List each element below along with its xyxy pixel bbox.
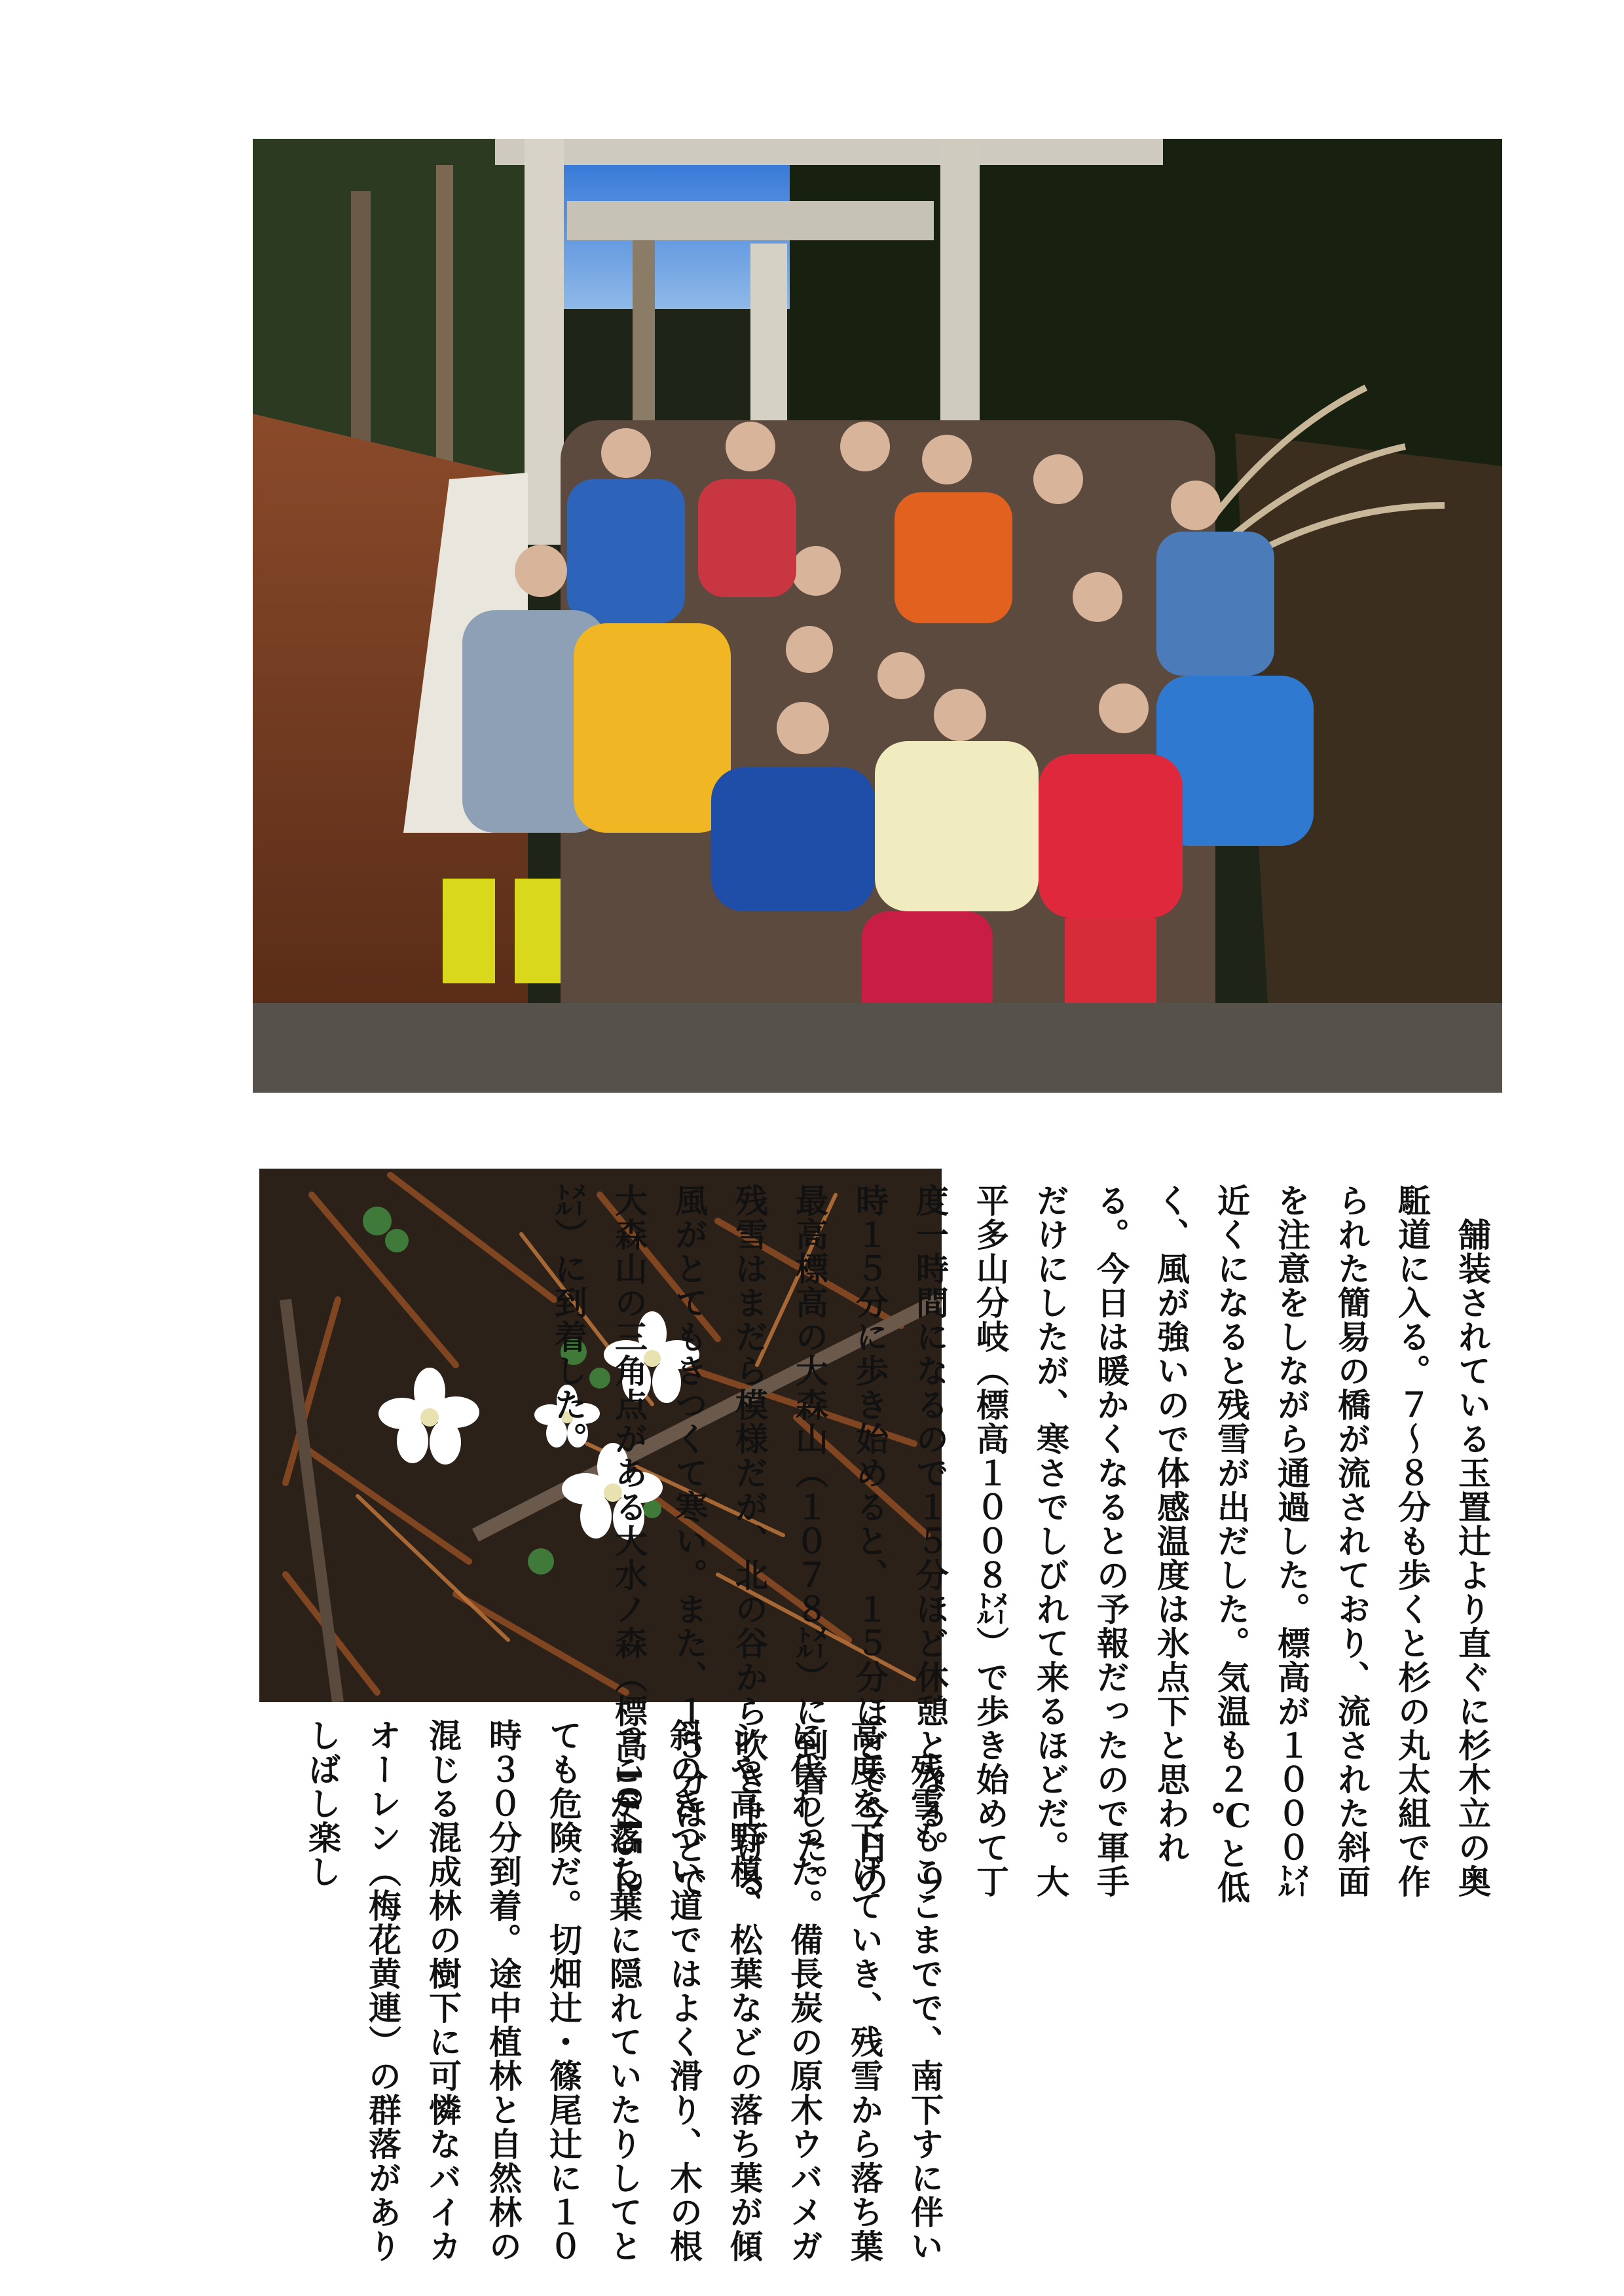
article-upper-text: 舗装されている玉置辻より直ぐに杉木立の奥駈道に入る。７～８分も歩くと杉の丸太組で作られた簡易の橋が流されており、流された斜面を注意をしながら通過した。標高が１０００㍍近くになると残雪が出だした。気温も２℃と低く、風が強いので体感温度は氷点下と思われる。今日は暖かくなるとの予報だったので軍手だけにしたが、寒さでしびれて来るほどだ。大平多山分岐（標高１００８㍍）で歩き始めて丁度一時間になるので１５分ほど休憩となる。９時１５分に歩き始めると、１５分ほどで今日の最高標高の大森山（１０７８㍍）に到着した。残雪はまだら模様だが、北の谷から吹き上げる風がとてもきつくて寒い。また、１５分ほどで大森山の三角点がある大水ノ森（標高1045.2㍍）に到着した。 [549,1184,1492,1904]
group-photo-image [253,139,1502,1093]
group-photo-torii [253,139,1502,1093]
article-lower-text: 残雪もここまでで、南下すに伴い高度を下げていき、残雪から落ち葉に代わった。備長炭の原木ウバメガシや高野槙、松葉などの落ち葉が傾斜のきつい道ではよく滑り、木の根っこが落ち葉に隠れていたりしてとても危険だ。切畑辻・篠尾辻に１０時３０分到着。途中植林と自然林の混じる混成林の樹下に可憐なバイカオーレン（梅花黄連）の群落がありしばし楽し [303,1719,944,2263]
